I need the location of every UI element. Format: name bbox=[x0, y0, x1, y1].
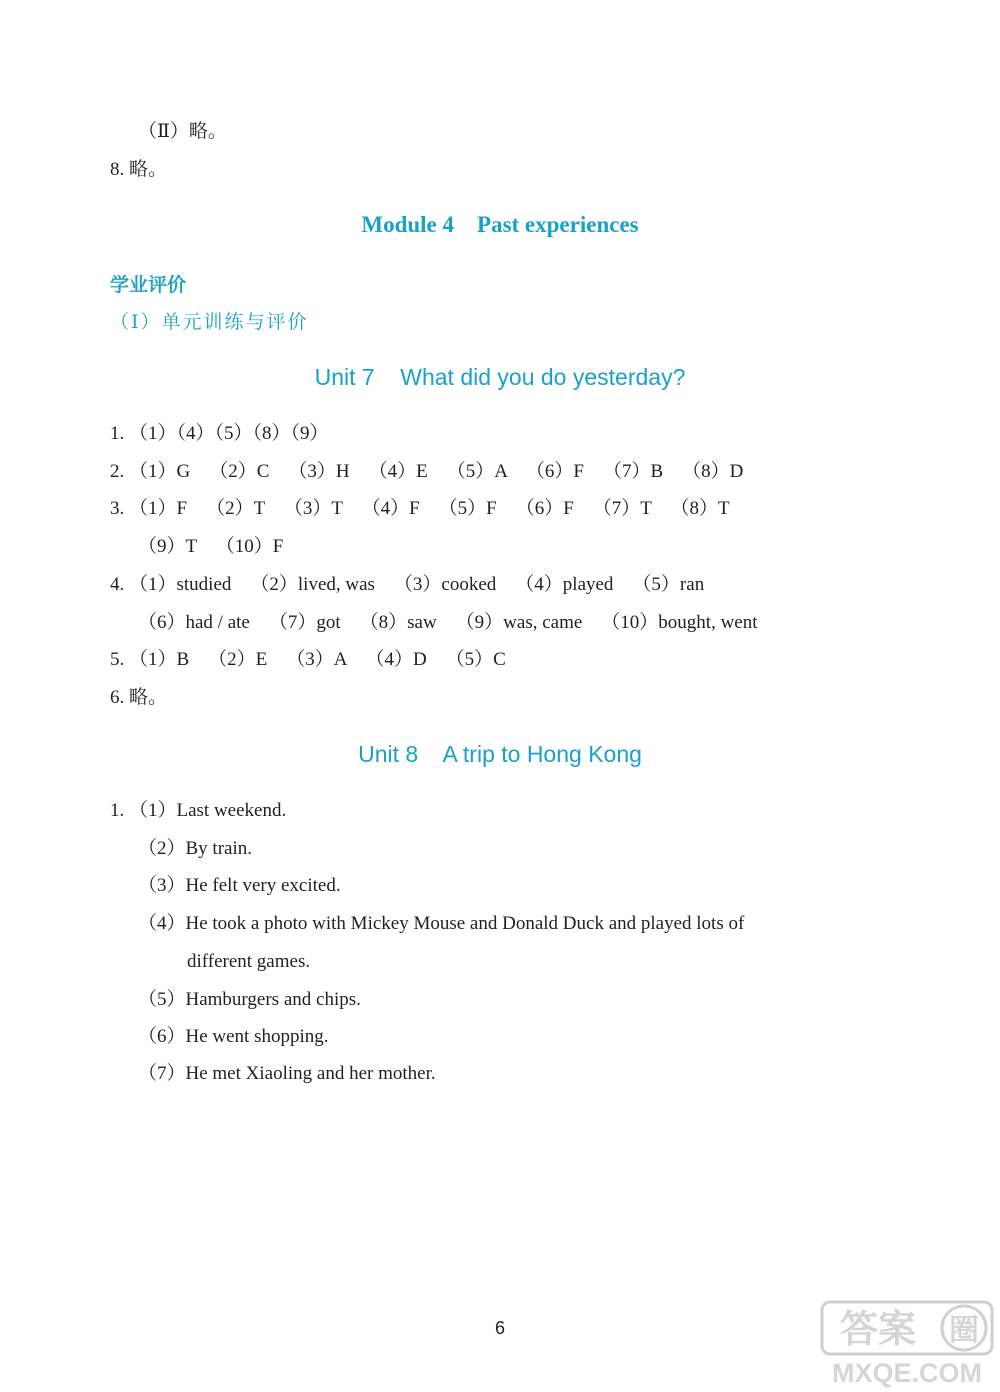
page-number: 6 bbox=[494, 1318, 505, 1338]
answer-line: （9）T （10）F bbox=[138, 536, 284, 557]
section-subheading: （Ⅰ）单元训练与评价 bbox=[110, 311, 309, 333]
answer-line: （4）He took a photo with Mickey Mouse and Donald Duck and played lots of bbox=[138, 913, 745, 934]
svg-text:MXQE.COM: MXQE.COM bbox=[831, 1358, 983, 1388]
answer-line: 6. 略。 bbox=[110, 687, 168, 708]
answer-line: 4. （1）studied （2）lived, was （3）cooked （4）played （5）ran bbox=[110, 574, 705, 595]
answer-line: （3）He felt very excited. bbox=[138, 875, 341, 896]
answer-line: （6）had / ate （7）got （8）saw （9）was, came （10）bought, went bbox=[138, 612, 758, 633]
answer-line: 3. （1）F （2）T （3）T （4）F （5）F （6）F （7）T （8）T bbox=[110, 498, 730, 519]
watermark-logo bbox=[818, 1296, 996, 1388]
answer-line: （2）By train. bbox=[138, 838, 252, 859]
answer-line: 1. （1）Last weekend. bbox=[110, 800, 287, 821]
answer-line: 2. （1）G （2）C （3）H （4）E （5）A （6）F （7）B （8）D bbox=[110, 461, 744, 482]
answer-line: different games. bbox=[187, 951, 311, 972]
answer-line: （5）Hamburgers and chips. bbox=[138, 989, 361, 1010]
section-heading: 学业评价 bbox=[110, 274, 187, 296]
answer-line: （6）He went shopping. bbox=[138, 1026, 329, 1047]
answer-line: 8. 略。 bbox=[110, 159, 168, 180]
answer-line: （Ⅱ）略。 bbox=[138, 121, 227, 142]
answer-line: （7）He met Xiaoling and her mother. bbox=[138, 1063, 436, 1084]
svg-text:圈: 圈 bbox=[949, 1313, 979, 1348]
svg-text:答案: 答案 bbox=[839, 1307, 917, 1351]
unit7-title: Unit 7 What did you do yesterday? bbox=[314, 364, 686, 390]
answer-line: 5. （1）B （2）E （3）A （4）D （5）C bbox=[110, 649, 506, 670]
module-title: Module 4 Past experiences bbox=[361, 212, 639, 237]
unit8-title: Unit 8 A trip to Hong Kong bbox=[358, 741, 642, 767]
answer-line: 1. （1）（4）（5）（8）（9） bbox=[110, 423, 329, 444]
